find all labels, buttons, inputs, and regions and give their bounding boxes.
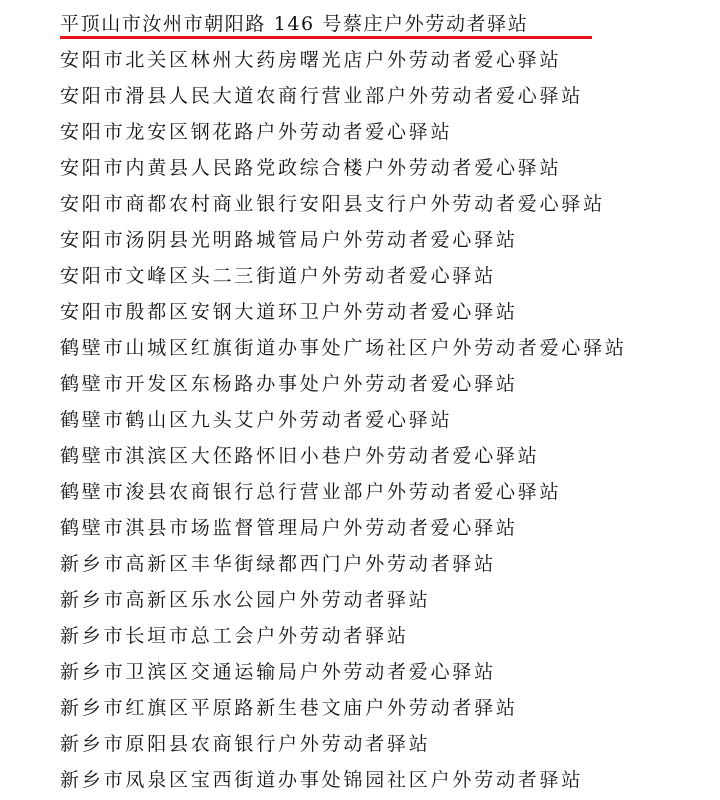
- station-line: 鹤壁市淇县市场监督管理局户外劳动者爱心驿站: [60, 517, 518, 539]
- station-line: 新乡市长垣市总工会户外劳动者驿站: [60, 625, 409, 647]
- station-line: 鹤壁市鹤山区九头艾户外劳动者爱心驿站: [60, 409, 453, 431]
- station-list: [60, 6, 627, 798]
- station-line: 新乡市原阳县农商银行户外劳动者驿站: [60, 733, 431, 755]
- station-line: 安阳市汤阴县光明路城管局户外劳动者爱心驿站: [60, 229, 518, 251]
- station-line: 安阳市殷都区安钢大道环卫户外劳动者爱心驿站: [60, 301, 518, 323]
- station-line: 安阳市内黄县人民路党政综合楼户外劳动者爱心驿站: [60, 157, 562, 179]
- station-line: 安阳市商都农村商业银行安阳县支行户外劳动者爱心驿站: [60, 193, 606, 215]
- station-line: 新乡市凤泉区宝西街道办事处锦园社区户外劳动者驿站: [60, 769, 584, 791]
- station-line: 新乡市卫滨区交通运输局户外劳动者爱心驿站: [60, 661, 497, 683]
- station-line: 鹤壁市开发区东杨路办事处户外劳动者爱心驿站: [60, 373, 518, 395]
- station-line: 安阳市龙安区钢花路户外劳动者爱心驿站: [60, 121, 453, 143]
- station-line: 鹤壁市浚县农商银行总行营业部户外劳动者爱心驿站: [60, 481, 562, 503]
- station-line-highlighted: 平顶山市汝州市朝阳路 146 号蔡庄户外劳动者驿站: [60, 13, 529, 35]
- station-line: 新乡市红旗区平原路新生巷文庙户外劳动者驿站: [60, 697, 518, 719]
- station-line: 安阳市滑县人民大道农商行营业部户外劳动者爱心驿站: [60, 85, 584, 107]
- station-line: 新乡市高新区乐水公园户外劳动者驿站: [60, 589, 431, 611]
- station-line: 安阳市北关区林州大药房曙光店户外劳动者爱心驿站: [60, 49, 562, 71]
- station-line: 安阳市文峰区头二三街道户外劳动者爱心驿站: [60, 265, 497, 287]
- red-underline: [60, 36, 592, 39]
- station-line: 新乡市高新区丰华街绿都西门户外劳动者驿站: [60, 553, 497, 575]
- station-line: 鹤壁市山城区红旗街道办事处广场社区户外劳动者爱心驿站: [60, 337, 627, 359]
- station-line: 鹤壁市淇滨区大伾路怀旧小巷户外劳动者爱心驿站: [60, 445, 540, 467]
